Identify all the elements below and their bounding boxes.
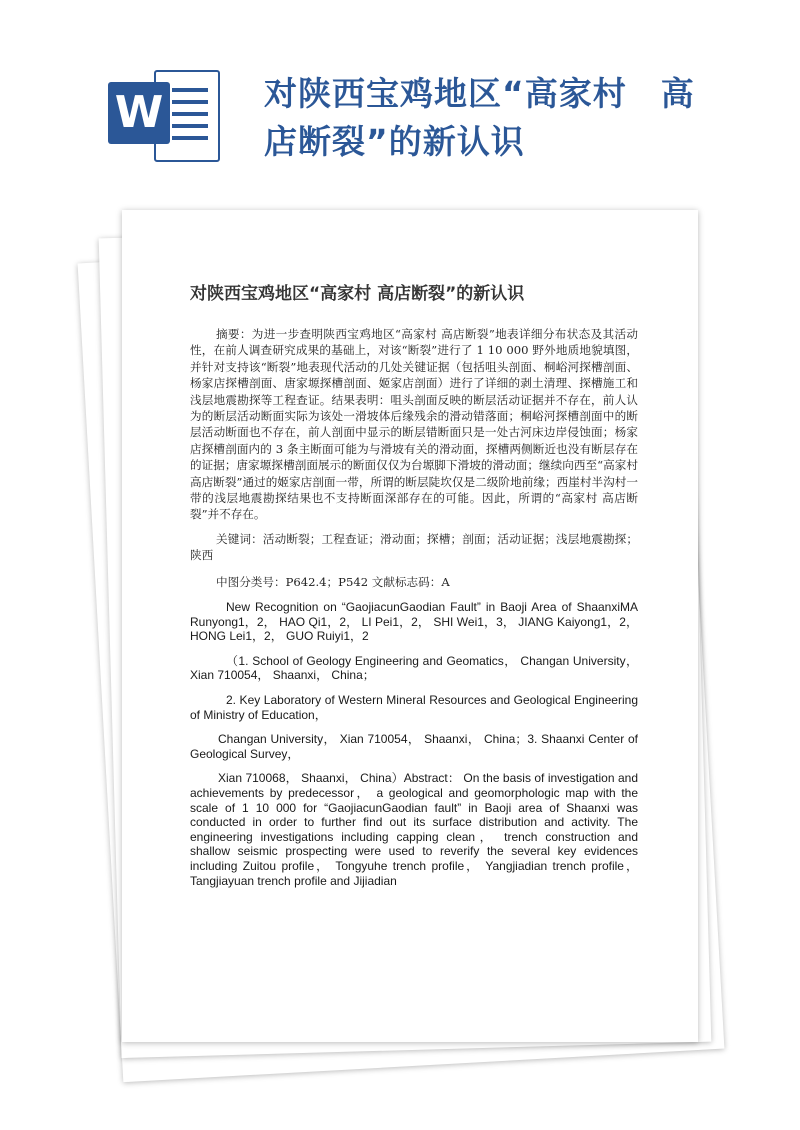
classification-zh: 中图分类号：P642.4；P542 文献标志码：A <box>216 574 450 589</box>
header-title: 对陕西宝鸡地区“高家村 高店断裂”的新认识 <box>264 74 695 161</box>
keywords-zh: 关键词：活动断裂；工程查证；滑动面；探槽；剖面；活动证据；浅层地震勘探；陕西 <box>190 531 638 563</box>
abstract-en: Xian 710068， Shaanxi， China）Abstract： On the basis of investigation and achievements by predecessor， a geological and geomorphologic map with the scale of 1 10 000 for “GaojiacunGaodian fault” in Baoji area of Shaanxi was conducted in order to further find out its surface distribution and activity. The engineering investigations including capping clean， trench construction and shallow seismic prospecting were used to reverify the several key evidences including Zuitou profile， Tongyuhe trench profile， Yangjiadian trench profile， Tangjiayuan trench profile and Jijiadian <box>190 771 638 888</box>
word-logo <box>108 64 220 166</box>
affiliation-1: （1. School of Geology Engineering and Geomatics， Changan University， Xian 710054， Shaanxi， China； <box>190 653 638 683</box>
abstract-zh: 摘要：为进一步查明陕西宝鸡地区“高家村 高店断裂”地表详细分布状态及其活动性，在前人调查研究成果的基础上，对该“断裂”进行了 1 10 000 野外地质地貌填图，并针对支持该“断裂”地表现代活动的几处关键证据（包括咀头剖面、桐峪河探槽剖面、杨家店探槽剖面、唐家塬探槽剖面、姬家店剖面）进行了详细的剥土清理、探槽施工和浅层地震勘探等工程查证。结果表明：咀头剖面反映的断层活动证据并不存在，前人认为的断层活动断面实际为该处一滑坡体后缘残余的滑动错落面；桐峪河探槽剖面中的断层活动断面也不存在，前人剖面中显示的断层错断面只是一处古河床边岸侵蚀面；杨家店探槽剖面内的 3 条主断面可能为与滑坡有关的滑动面，探槽两侧断近也没有断层存在的证据；唐家塬探槽剖面展示的断面仅仅为台塬脚下滑坡的滑动面；继续向西至“高家村高店断裂”通过的姬家店剖面一带，所谓的断层陡坎仅是二级阶地前缘；西崖村半沟村一带的浅层地震勘探结果也不支持断面深部存在的可能。因此，所谓的“高家村 高店断裂”并不存在。 <box>190 327 638 522</box>
document-page <box>190 280 638 888</box>
word-icon: W <box>108 82 170 144</box>
affiliation-3: Changan University， Xian 710054， Shaanxi， China；3. Shaanxi Center of Geological Survey， <box>190 732 638 761</box>
document-title: 对陕西宝鸡地区“高家村 高店断裂”的新认识 <box>190 284 525 304</box>
english-title-authors: New Recognition on “GaojiacunGaodian Fault” in Baoji Area of ShaanxiMA Runyong1，2， HAO Qi1，2， LI Pei1，2， SHI Wei1，3， JIANG Kaiyong1，2， HONG Lei1，2， GUO Ruiyi1，2 <box>190 600 638 644</box>
affiliation-2: 2. Key Laboratory of Western Mineral Resources and Geological Engineering of Ministry of Education， <box>190 693 638 722</box>
